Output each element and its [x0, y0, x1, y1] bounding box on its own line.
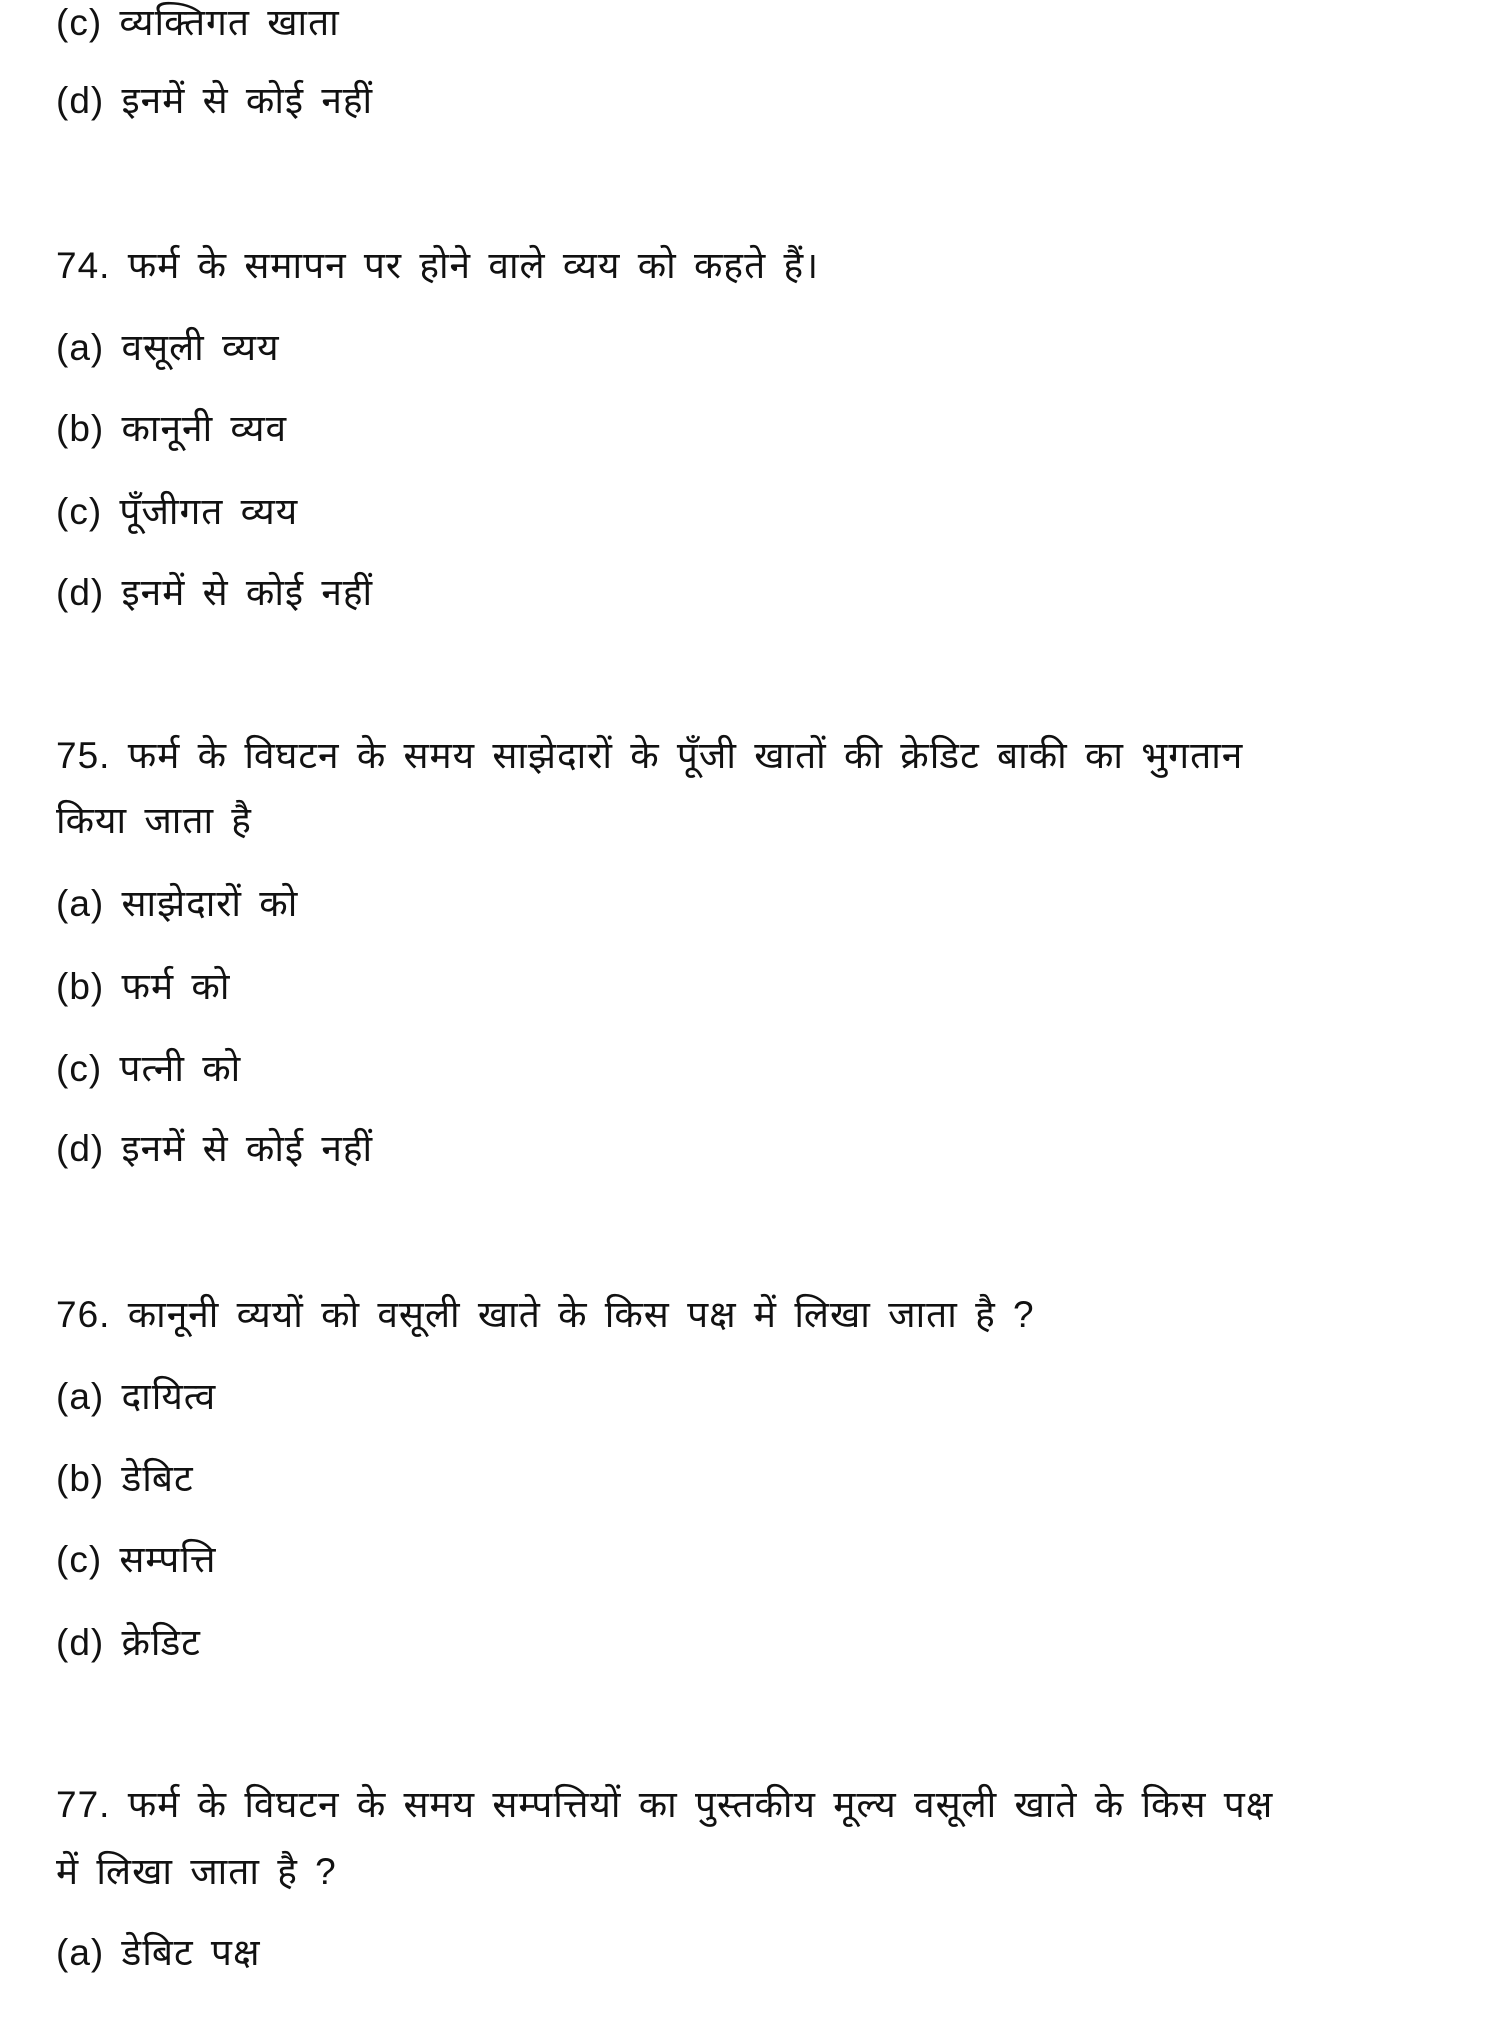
option-a: (a) साझेदारों को: [56, 883, 299, 924]
question-text-continued: किया जाता है: [56, 800, 252, 841]
option-c: (c) पत्नी को: [56, 1048, 242, 1089]
question-text: 75. फर्म के विघटन के समय साझेदारों के पूँजी खातों की क्रेडिट बाकी का भुगतान: [56, 735, 1244, 776]
question-text: 74. फर्म के समापन पर होने वाले व्यय को कहते हैं।: [56, 245, 820, 286]
option-c: (c) सम्पत्ति: [56, 1539, 217, 1580]
option-a: (a) दायित्व: [56, 1376, 217, 1417]
option-b: (b) कानूनी व्यव: [56, 408, 288, 449]
option-a: (a) डेबिट पक्ष: [56, 1932, 261, 1973]
question-text: 77. फर्म के विघटन के समय सम्पत्तियों का पुस्तकीय मूल्य वसूली खाते के किस पक्ष: [56, 1784, 1274, 1825]
option-d: (d) क्रेडिट: [56, 1622, 201, 1663]
option-a: (a) वसूली व्यय: [56, 327, 280, 368]
option-b: (b) डेबिट: [56, 1458, 194, 1499]
option-d: (d) इनमें से कोई नहीं: [56, 572, 374, 613]
question-text-continued: में लिखा जाता है ?: [56, 1851, 337, 1892]
option-d: (d) इनमें से कोई नहीं: [56, 1128, 374, 1169]
option-d: (d) इनमें से कोई नहीं: [56, 80, 374, 121]
option-c: (c) पूँजीगत व्यय: [56, 491, 299, 532]
option-c: (c) व्यक्तिगत खाता: [56, 2, 340, 43]
option-b: (b) फर्म को: [56, 966, 231, 1007]
question-text: 76. कानूनी व्ययों को वसूली खाते के किस पक्ष में लिखा जाता है ?: [56, 1294, 1035, 1335]
